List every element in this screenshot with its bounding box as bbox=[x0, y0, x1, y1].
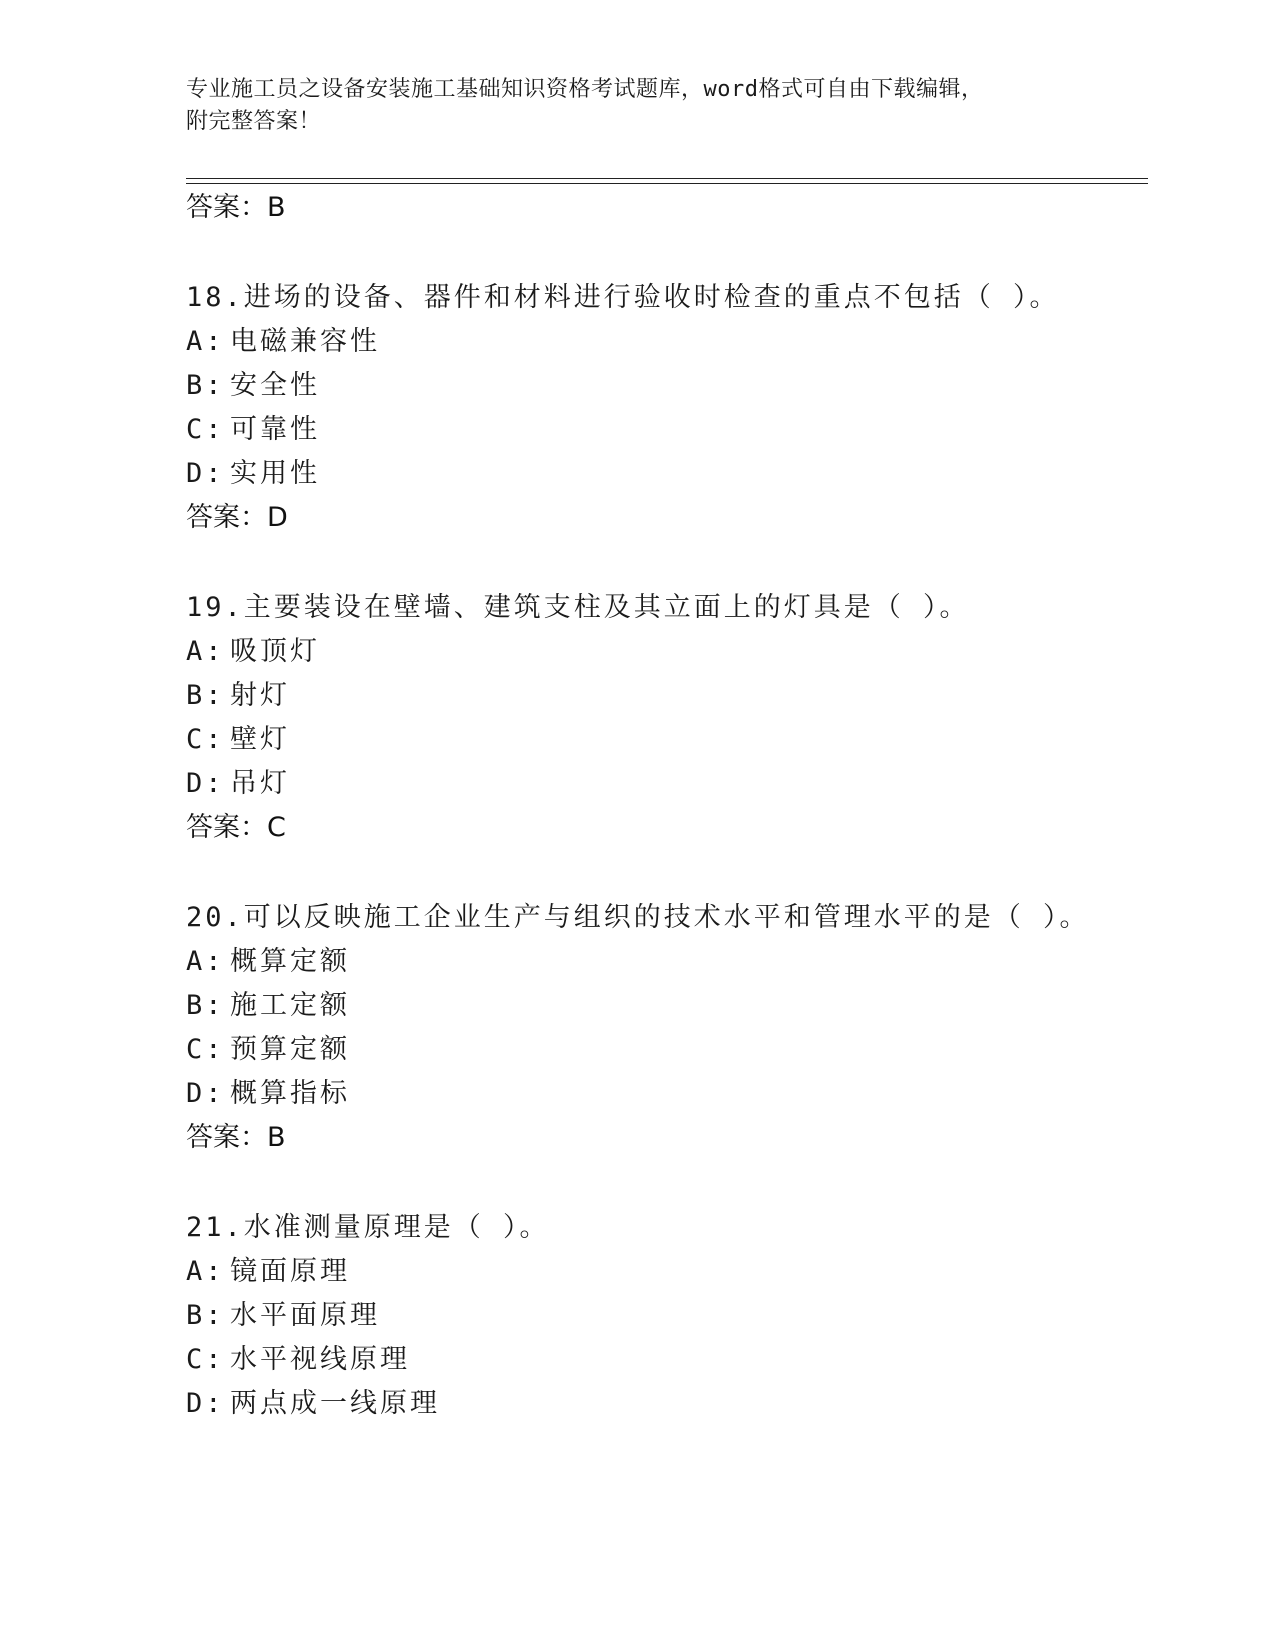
option-letter: D: bbox=[186, 458, 225, 489]
option-b bbox=[186, 1298, 380, 1334]
header-line-1: 专业施工员之设备安装施工基础知识资格考试题库，word格式可自由下载编辑， bbox=[186, 77, 984, 102]
option-a bbox=[186, 324, 380, 360]
option-letter: B: bbox=[186, 990, 225, 1021]
question-21: 21.水准测量原理是（ ）。 bbox=[186, 1212, 550, 1243]
option-text: 施工定额 bbox=[230, 990, 350, 1021]
answer-19: 答案：C bbox=[186, 812, 286, 843]
option-letter: B: bbox=[186, 680, 225, 711]
option-a bbox=[186, 634, 320, 670]
option-c bbox=[186, 1032, 350, 1068]
option-letter: D: bbox=[186, 1078, 225, 1109]
option-text: 电磁兼容性 bbox=[230, 326, 380, 357]
option-text: 镜面原理 bbox=[230, 1256, 350, 1287]
question-19: 19.主要装设在壁墙、建筑支柱及其立面上的灯具是（ ）。 bbox=[186, 592, 970, 623]
header-divider-top bbox=[186, 178, 1148, 179]
option-letter: A: bbox=[186, 946, 225, 977]
question-18: 18.进场的设备、器件和材料进行验收时检查的重点不包括（ ）。 bbox=[186, 282, 1060, 313]
option-a bbox=[186, 944, 350, 980]
option-letter: A: bbox=[186, 326, 225, 357]
answer-18: 答案：D bbox=[186, 502, 288, 533]
answer-20: 答案：B bbox=[186, 1122, 286, 1153]
document-header bbox=[186, 74, 1066, 138]
option-letter: C: bbox=[186, 1344, 225, 1375]
option-letter: D: bbox=[186, 1388, 225, 1419]
option-b bbox=[186, 678, 290, 714]
option-d bbox=[186, 456, 320, 492]
option-text: 可靠性 bbox=[230, 414, 320, 445]
option-text: 预算定额 bbox=[230, 1034, 350, 1065]
option-text: 吸顶灯 bbox=[230, 636, 320, 667]
option-a bbox=[186, 1254, 350, 1290]
option-b bbox=[186, 368, 320, 404]
header-divider-bottom bbox=[186, 183, 1148, 184]
option-letter: A: bbox=[186, 1256, 225, 1287]
option-text: 实用性 bbox=[230, 458, 320, 489]
option-text: 安全性 bbox=[230, 370, 320, 401]
option-text: 壁灯 bbox=[230, 724, 290, 755]
option-letter: B: bbox=[186, 370, 225, 401]
option-c bbox=[186, 722, 290, 758]
option-letter: C: bbox=[186, 1034, 225, 1065]
option-text: 概算指标 bbox=[230, 1078, 350, 1109]
option-text: 射灯 bbox=[230, 680, 290, 711]
option-d bbox=[186, 1076, 350, 1112]
option-text: 概算定额 bbox=[230, 946, 350, 977]
option-d bbox=[186, 766, 290, 802]
answer-previous: 答案：B bbox=[186, 192, 286, 223]
option-letter: D: bbox=[186, 768, 225, 799]
option-letter: B: bbox=[186, 1300, 225, 1331]
option-letter: C: bbox=[186, 724, 225, 755]
option-c bbox=[186, 1342, 410, 1378]
question-20: 20.可以反映施工企业生产与组织的技术水平和管理水平的是（ ）。 bbox=[186, 902, 1090, 933]
option-letter: A: bbox=[186, 636, 225, 667]
option-text: 吊灯 bbox=[230, 768, 290, 799]
header-line-2: 附完整答案！ bbox=[186, 109, 322, 134]
option-text: 水平面原理 bbox=[230, 1300, 380, 1331]
option-c bbox=[186, 412, 320, 448]
option-d bbox=[186, 1386, 440, 1422]
option-b bbox=[186, 988, 350, 1024]
option-text: 水平视线原理 bbox=[230, 1344, 410, 1375]
option-text: 两点成一线原理 bbox=[230, 1388, 440, 1419]
option-letter: C: bbox=[186, 414, 225, 445]
